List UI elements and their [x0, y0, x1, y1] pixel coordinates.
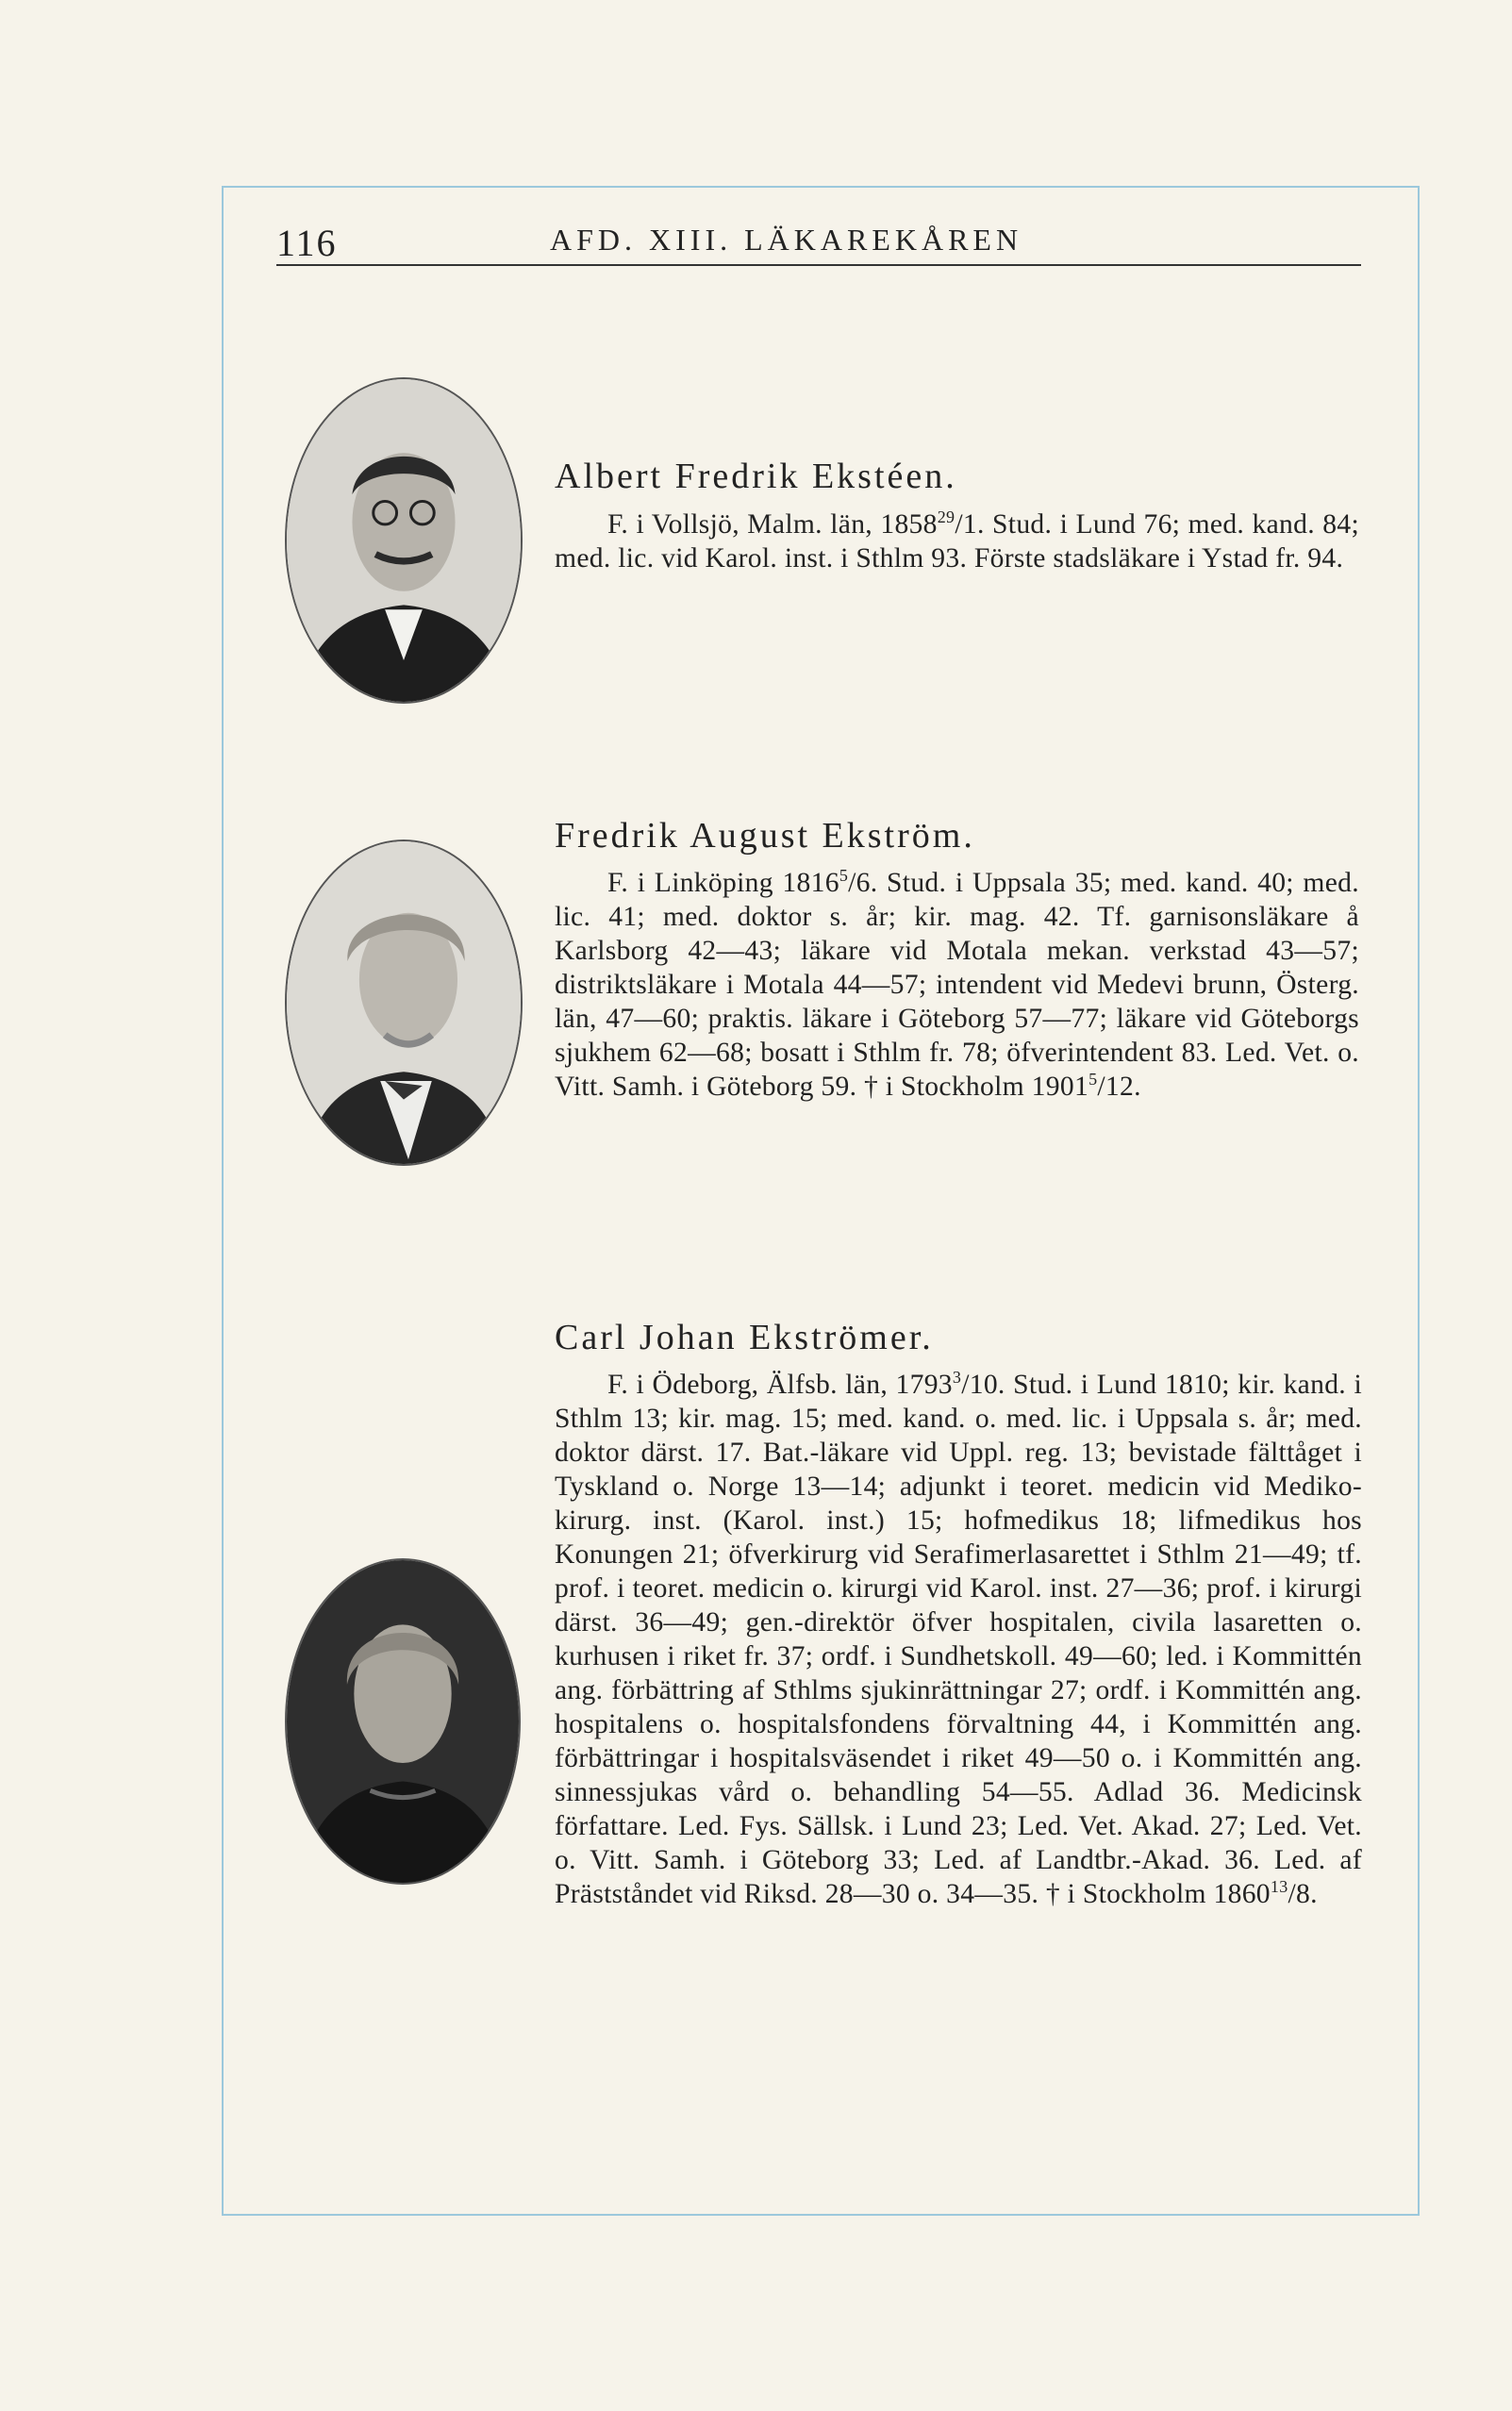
bio-date-superscript: 3	[952, 1368, 962, 1388]
bio-text: F. i Linköping 1816	[607, 868, 839, 898]
page-number: 116	[276, 222, 338, 264]
bio-date-superscript: 29	[937, 507, 955, 527]
bio-date-superscript: 13	[1270, 1877, 1288, 1897]
bio-text: /12.	[1097, 1072, 1141, 1102]
bio-text: /6. Stud. i Uppsala 35; med. kand. 40; med. lic. 41; med. doktor s. år; kir. mag. 42. Tf. garnisonsläkare å Karlsborg 42—43; läkare vid Motala mekan. verkstad 43—57; distriktsläkare i Motala 44—57; intendent vid Medevi brunn, Österg. län, 47—60; praktis. läkare i Göteborg 57—77; läkare vid Göteborgs sjukhem 62—68; bosatt i Sthlm fr. 78; öfverintendent 83. Led. Vet. o. Vitt. Samh. i Göteborg 59. † i Stockholm 1901	[555, 868, 1359, 1102]
page-header	[276, 215, 1361, 266]
bio-text: /8.	[1288, 1879, 1318, 1909]
entry-bio-1	[555, 507, 1359, 575]
bio-text: /1. Stud. i Lund 76; med. kand. 84; med. lic. vid Karol. inst. i Sthlm 93. Förste stadsläkare i Ystad fr. 94.	[555, 509, 1359, 574]
entry-name-1: Albert Fredrik Ekstéen.	[555, 457, 957, 496]
bio-text: F. i Ödeborg, Älfsb. län, 1793	[607, 1370, 953, 1400]
entry-name-2: Fredrik August Ekström.	[555, 816, 975, 856]
entry-name-3: Carl Johan Ekströmer.	[555, 1318, 934, 1357]
bio-date-superscript: 5	[839, 866, 849, 886]
entry-bio-3	[555, 1368, 1362, 1911]
portrait-albert-ekstéen	[285, 377, 523, 704]
entry-bio-2	[555, 866, 1359, 1104]
bio-date-superscript: 5	[1088, 1070, 1098, 1089]
bio-text: F. i Vollsjö, Malm. län, 1858	[607, 509, 938, 540]
portrait-fredrik-ekström	[285, 840, 523, 1166]
portrait-carl-ekströmer	[285, 1558, 521, 1885]
bio-text: /10. Stud. i Lund 1810; kir. kand. i Sthlm 13; kir. mag. 15; med. kand. o. med. lic. i Uppsala s. år; med. doktor därst. 17. Bat.-läkare vid Uppl. reg. 13; bevistade fälttåget i Tyskland o. Norge 13—14; adjunkt i teoret. medicin vid Mediko-kirurg. inst. (Karol. inst.) 15; hofmedikus 18; lifmedikus hos Konungen 21; öfverkirurg vid Serafimerlasarettet i Sthlm 21—49; tf. prof. i teoret. medicin o. kirurgi vid Karol. inst. 27—36; prof. i kirurgi därst. 36—49; gen.-direktör öfver hospitalen, civila lasaretten o. kurhusen i riket fr. 37; ordf. i Sundhetskoll. 49—60; led. i Kommittén ang. förbättring af Sthlms sjukinrättningar 27; ordf. i Kommittén ang. hospitalens o. hospitalsfondens förvaltning 44, i Kommittén ang. förbättringar i hospitalsväsendet i riket 49—50 o. i Kommittén ang. sinnessjukas vård o. behandling 54—55. Adlad 36. Medicinsk författare. Led. Fys. Sällsk. i Lund 23; Led. Vet. Akad. 27; Led. Vet. o. Vitt. Samh. i Göteborg 33; Led. af Landtbr.-Akad. 36. Led. af Prästståndet vid Riksd. 28—30 o. 34—35. † i Stockholm 1860	[555, 1370, 1362, 1909]
section-title: AFD. XIII. LÄKAREKÅREN	[550, 223, 1023, 257]
